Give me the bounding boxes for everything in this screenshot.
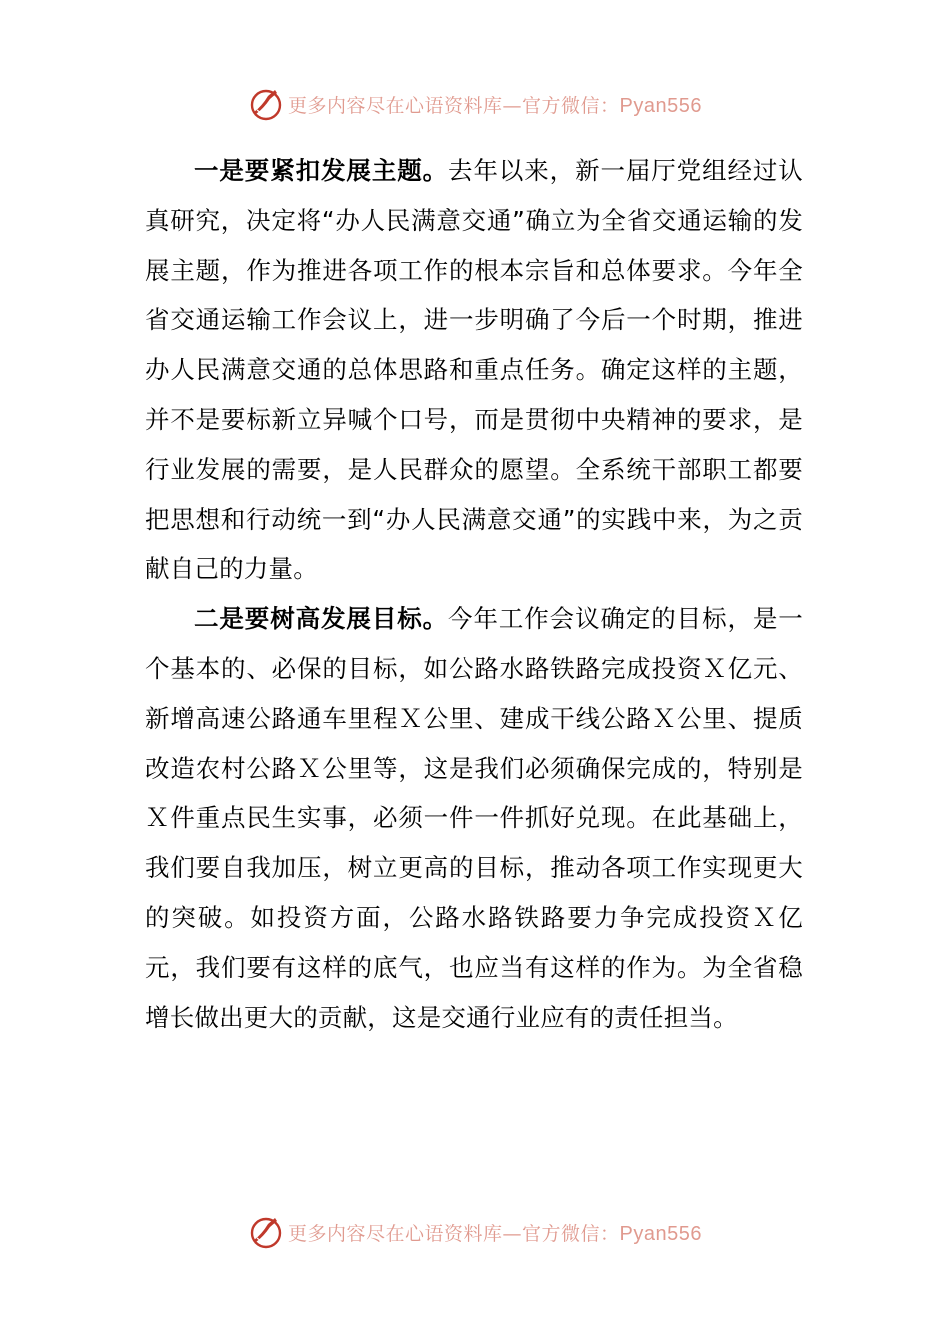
paragraph-2 (145, 594, 803, 1042)
paragraph-1 (145, 146, 803, 594)
banner-text (288, 91, 702, 118)
document-body (145, 146, 803, 1042)
wechat-id: Pyan556 (619, 1222, 702, 1245)
wechat-id: Pyan556 (619, 94, 702, 117)
paragraph-2-lead: 二是要树高发展目标。 (194, 604, 449, 634)
footer-banner (0, 1212, 950, 1252)
header-banner (0, 84, 950, 124)
paragraph-1-body: 去年以来，新一届厅党组经过认真研究，决定将“办人民满意交通”确立为全省交通运输的发展主题，作为推进各项工作的根本宗旨和总体要求。今年全省交通运输工作会议上，进一步明确了今后一个时期，推进办人民满意交通的总体思路和重点任务。确定这样的主题，并不是要标新立异喊个口号，而是贯彻中央精神的要求，是行业发展的需要，是人民群众的愿望。全系统干部职工都要把思想和行动统一到“办人民满意交通”的实践中来，为之贡献自己的力量。 (145, 156, 803, 584)
pen-logo-icon (248, 1214, 284, 1250)
banner-label: 更多内容尽在心语资料库—官方微信： (288, 94, 620, 117)
banner-text (288, 1219, 702, 1246)
pen-logo-icon (248, 86, 284, 122)
banner-label: 更多内容尽在心语资料库—官方微信： (288, 1222, 620, 1245)
paragraph-2-body: 今年工作会议确定的目标，是一个基本的、必保的目标，如公路水路铁路完成投资Ｘ亿元、新增高速公路通车里程Ｘ公里、建成干线公路Ｘ公里、提质改造农村公路Ｘ公里等，这是我们必须确保完成的，特别是Ｘ件重点民生实事，必须一件一件抓好兑现。在此基础上，我们要自我加压，树立更高的目标，推动各项工作实现更大的突破。如投资方面，公路水路铁路要力争完成投资Ｘ亿元，我们要有这样的底气，也应当有这样的作为。为全省稳增长做出更大的贡献，这是交通行业应有的责任担当。 (145, 604, 803, 1032)
paragraph-1-lead: 一是要紧扣发展主题。 (194, 156, 449, 185)
